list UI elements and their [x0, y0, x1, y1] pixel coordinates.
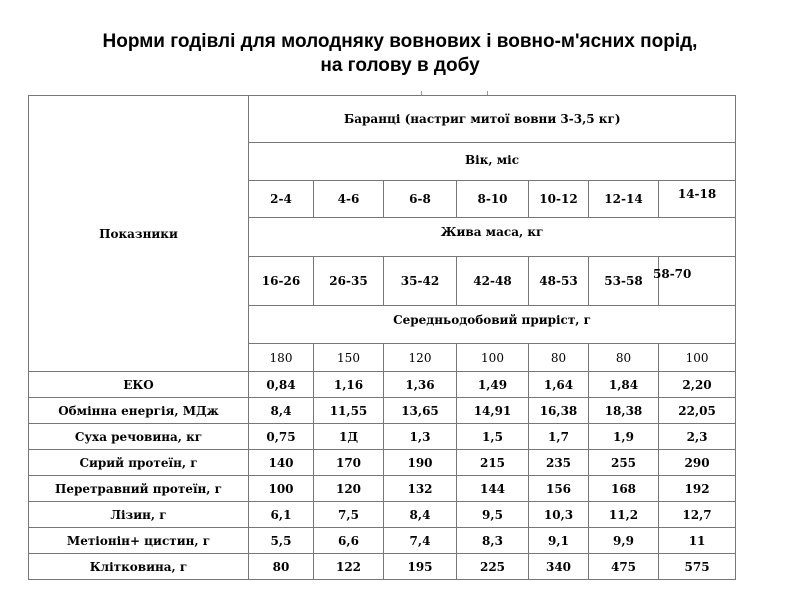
table-cell: 1,49	[457, 372, 529, 398]
page-title	[0, 30, 800, 78]
table-cell: 11,55	[314, 398, 384, 424]
table-cell: 14,91	[457, 398, 529, 424]
mass-cell: 48-53	[529, 257, 589, 306]
table-row	[29, 528, 736, 554]
table-cell: 13,65	[384, 398, 457, 424]
table-cell: 12,7	[659, 502, 736, 528]
table-cell: 1,5	[457, 424, 529, 450]
gain-cell: 80	[589, 344, 659, 372]
row-label: Обмінна енергія, МДж	[29, 398, 249, 424]
table-cell: 5,5	[249, 528, 314, 554]
table-row	[29, 476, 736, 502]
table-cell: 290	[659, 450, 736, 476]
mass-cell: 16-26	[249, 257, 314, 306]
table-cell: 11,2	[589, 502, 659, 528]
table-cell: 80	[249, 554, 314, 580]
table-cell: 1,7	[529, 424, 589, 450]
table-cell: 1,84	[589, 372, 659, 398]
table-row	[29, 424, 736, 450]
table-cell: 11	[659, 528, 736, 554]
table-cell: 6,6	[314, 528, 384, 554]
row-label: Клітковина, г	[29, 554, 249, 580]
header-gain: Середньодобовий приріст, г	[249, 306, 736, 344]
table-cell: 120	[314, 476, 384, 502]
row-label: Сирий протеїн, г	[29, 450, 249, 476]
mass-cell: 42-48	[457, 257, 529, 306]
mass-cell: 26-35	[314, 257, 384, 306]
gain-cell: 180	[249, 344, 314, 372]
age-cell: 2-4	[249, 181, 314, 218]
table-cell: 8,4	[249, 398, 314, 424]
table-cell: 195	[384, 554, 457, 580]
table-cell: 7,4	[384, 528, 457, 554]
age-cell: 6-8	[384, 181, 457, 218]
table-cell: 475	[589, 554, 659, 580]
table-cell: 100	[249, 476, 314, 502]
title-line-2: на голову в добу	[320, 55, 480, 76]
table-cell: 340	[529, 554, 589, 580]
table-cell: 255	[589, 450, 659, 476]
gain-cell: 100	[659, 344, 736, 372]
age-cell: 10-12	[529, 181, 589, 218]
mass-cell-text: 58-70	[653, 267, 692, 281]
table-cell: 9,5	[457, 502, 529, 528]
table-row	[29, 450, 736, 476]
row-label: ЕКО	[29, 372, 249, 398]
table-cell: 16,38	[529, 398, 589, 424]
table-cell: 0,75	[249, 424, 314, 450]
mass-cell	[653, 257, 736, 306]
header-age: Вік, міс	[249, 143, 736, 181]
table-cell: 2,20	[659, 372, 736, 398]
table-cell: 1,9	[589, 424, 659, 450]
table-cell: 168	[589, 476, 659, 502]
table-cell: 192	[659, 476, 736, 502]
gain-cell: 150	[314, 344, 384, 372]
table-cell: 235	[529, 450, 589, 476]
header-indicators: Показники	[29, 96, 249, 372]
table-row	[29, 398, 736, 424]
age-cell: 14-18	[659, 181, 736, 218]
table-cell: 1,36	[384, 372, 457, 398]
table-cell: 140	[249, 450, 314, 476]
table-cell: 22,05	[659, 398, 736, 424]
table-cell: 225	[457, 554, 529, 580]
table-cell: 8,3	[457, 528, 529, 554]
mass-cell: 53-58	[589, 257, 659, 306]
table-cell: 122	[314, 554, 384, 580]
norms-table	[28, 95, 736, 580]
table-cell: 10,3	[529, 502, 589, 528]
row-label: Метіонін+ цистин, г	[29, 528, 249, 554]
table-row	[29, 502, 736, 528]
row-label: Лізин, г	[29, 502, 249, 528]
table-cell: 9,1	[529, 528, 589, 554]
table-cell: 9,9	[589, 528, 659, 554]
table-cell: 132	[384, 476, 457, 502]
age-cell: 12-14	[589, 181, 659, 218]
table-cell: 7,5	[314, 502, 384, 528]
gain-cell: 120	[384, 344, 457, 372]
table-cell: 6,1	[249, 502, 314, 528]
table-cell: 215	[457, 450, 529, 476]
gain-cell: 80	[529, 344, 589, 372]
table-cell: 1,64	[529, 372, 589, 398]
table-cell: 0,84	[249, 372, 314, 398]
header-group: Баранці (настриг митої вовни 3-3,5 кг)	[249, 96, 736, 143]
table-cell: 18,38	[589, 398, 659, 424]
row-label: Суха речовина, кг	[29, 424, 249, 450]
age-cell: 8-10	[457, 181, 529, 218]
table-cell: 156	[529, 476, 589, 502]
table-row	[29, 554, 736, 580]
table-cell: 144	[457, 476, 529, 502]
gain-cell: 100	[457, 344, 529, 372]
mass-cell: 35-42	[384, 257, 457, 306]
table-cell: 170	[314, 450, 384, 476]
header-row-group	[29, 96, 736, 143]
title-line-1: Норми годівлі для молодняку вовнових і вовно-м'ясних порід,	[102, 31, 698, 52]
table-cell: 1,16	[314, 372, 384, 398]
row-label: Перетравний протеїн, г	[29, 476, 249, 502]
table-cell: 575	[659, 554, 736, 580]
header-mass: Жива маса, кг	[249, 218, 736, 257]
table-cell: 1,3	[384, 424, 457, 450]
table-cell: 1Д	[314, 424, 384, 450]
table-row	[29, 372, 736, 398]
age-cell: 4-6	[314, 181, 384, 218]
table-cell: 190	[384, 450, 457, 476]
table-cell: 2,3	[659, 424, 736, 450]
table-cell: 8,4	[384, 502, 457, 528]
